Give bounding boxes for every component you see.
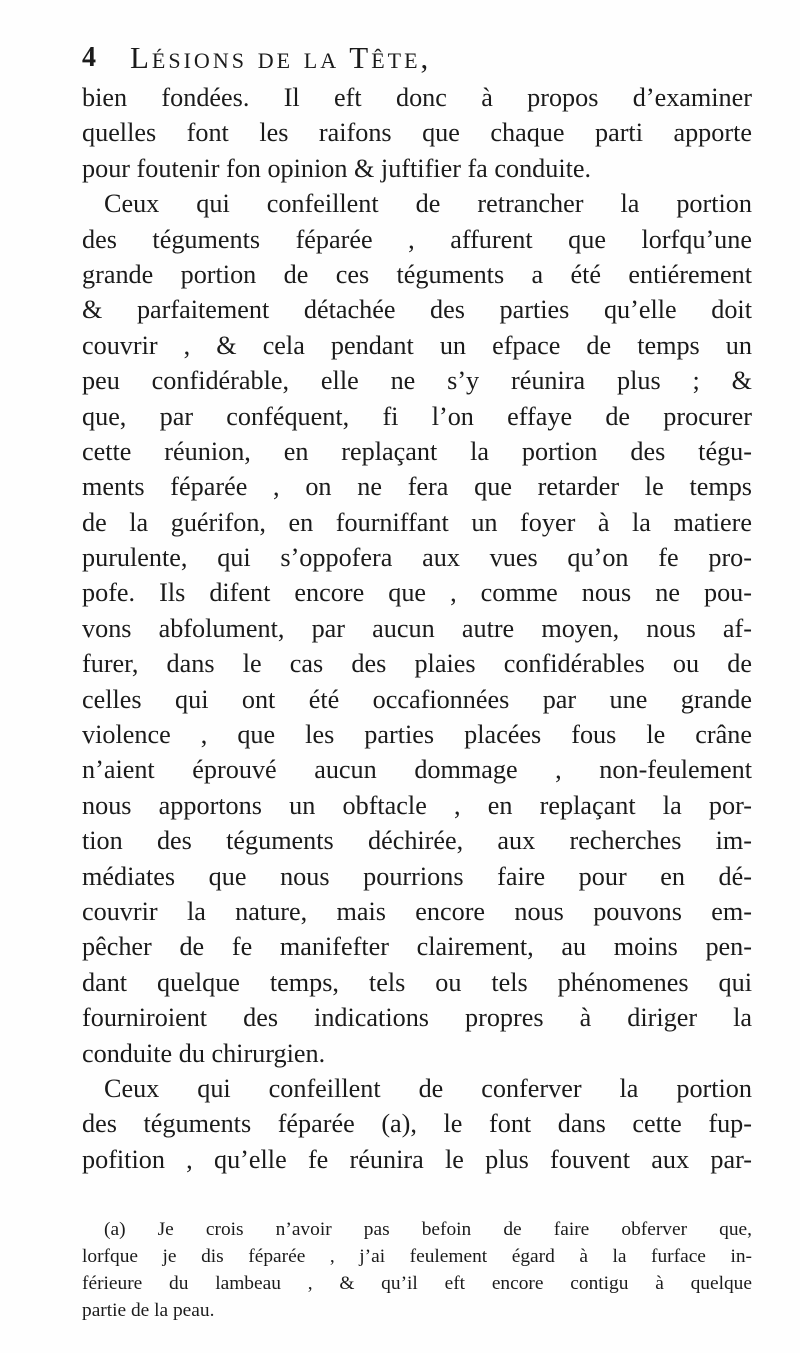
text-line: couvrir la nature, mais encore nous pouvons em-: [82, 896, 752, 926]
text-line: furer, dans le cas des plaies confidérables ou de: [82, 649, 752, 679]
footnote-line: lorfque je dis féparée , j’ai feulement égard à la furface in-: [82, 1246, 752, 1267]
body-text: [82, 80, 752, 1177]
page-header: [82, 40, 742, 84]
text-line: des téguments féparée (a), le font dans cette fup-: [82, 1109, 752, 1139]
page-number: 4: [82, 42, 96, 73]
text-line: pofition , qu’elle fe réunira le plus fouvent aux par-: [82, 1144, 752, 1174]
text-line: pour foutenir fon opinion & juftifier fa conduite.: [82, 153, 592, 183]
text-line: Ceux qui confeillent de retrancher la portion: [104, 189, 752, 219]
text-line: conduite du chirurgien.: [82, 1038, 326, 1068]
text-line: celles qui ont été occafionnées par une grande: [82, 684, 752, 714]
footnote-line: férieure du lambeau , & qu’il eft encore contigu à quelque: [82, 1273, 752, 1294]
text-line: grande portion de ces téguments a été entiérement: [82, 259, 752, 289]
text-line: que, par conféquent, fi l’on effaye de procurer: [82, 401, 752, 431]
footnote-line: partie de la peau.: [82, 1300, 215, 1321]
text-line: médiates que nous pourrions faire pour en dé-: [82, 861, 752, 891]
text-line: n’aient éprouvé aucun dommage , non-feulement: [82, 755, 752, 785]
running-head: Lésions de la Tête,: [130, 40, 432, 75]
text-line: des téguments féparée , affurent que lorfqu’une: [82, 224, 752, 254]
text-line: & parfaitement détachée des parties qu’elle doit: [82, 295, 752, 325]
text-line: vons abfolument, par aucun autre moyen, nous af-: [82, 613, 752, 643]
text-line: cette réunion, en replaçant la portion des tégu-: [82, 436, 752, 466]
text-line: pêcher de fe manifefter clairement, au moins pen-: [82, 932, 752, 962]
text-line: bien fondées. Il eft donc à propos d’examiner: [82, 83, 752, 112]
text-line: ments féparée , on ne fera que retarder le temps: [82, 472, 752, 502]
text-line: Ceux qui confeillent de conferver la portion: [104, 1073, 752, 1103]
text-line: peu confidérable, elle ne s’y réunira plus ; &: [82, 366, 752, 396]
footnote: [82, 1216, 752, 1324]
footnote-line: (a) Je crois n’avoir pas befoin de faire obferver que,: [104, 1219, 752, 1240]
text-line: couvrir , & cela pendant un efpace de temps un: [82, 330, 752, 360]
text-line: dant quelque temps, tels ou tels phénomenes qui: [82, 967, 752, 997]
text-line: quelles font les raifons que chaque parti apporte: [82, 118, 752, 148]
text-line: pofe. Ils difent encore que , comme nous ne pou-: [82, 578, 752, 608]
text-line: fourniroient des indications propres à diriger la: [82, 1003, 752, 1033]
text-line: de la guérifon, en fourniffant un foyer à la matiere: [82, 507, 752, 537]
text-line: violence , que les parties placées fous le crâne: [82, 720, 752, 750]
text-line: tion des téguments déchirée, aux recherches im-: [82, 826, 752, 856]
text-line: nous apportons un obftacle , en replaçant la por-: [82, 790, 752, 820]
text-line: purulente, qui s’oppofera aux vues qu’on fe pro-: [82, 543, 752, 573]
